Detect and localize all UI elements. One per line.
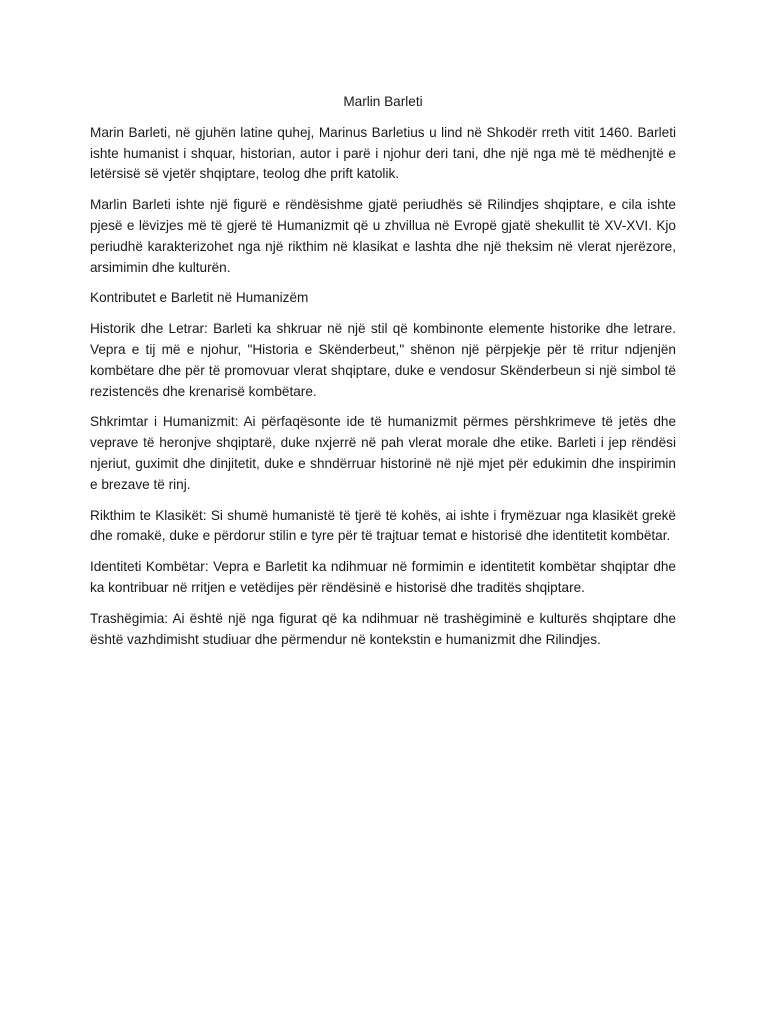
contribution-national-identity: Identiteti Kombëtar: Vepra e Barletit ka ndihmuar në formimin e identitetit kombëtar shqiptar dhe ka kontribuar në rritjen e vetëdijes për rëndësinë e historisë dhe traditës shqiptare. bbox=[90, 559, 676, 595]
context-paragraph: Marlin Barleti ishte një figurë e rëndësishme gjatë periudhës së Rilindjes shqiptare, e cila ishte pjesë e lëvizjes më të gjerë të Humanizmit që u zhvillua në Evropë gjatë shekullit të XV-XVI. Kjo periudhë karakterizohet nga një rikthim në klasikat e lashta dhe një theksim në vlerat njerëzore, arsimimin dhe kulturën. bbox=[90, 197, 676, 275]
contribution-legacy: Trashëgimia: Ai është një nga figurat që ka ndihmuar në trashëgiminë e kulturës shqiptare dhe është vazhdimisht studiuar dhe përmendur në kontekstin e humanizmit dhe Rilindjes. bbox=[90, 610, 676, 647]
contribution-return-to-classics: Rikthim te Klasikët: Si shumë humanistë të tjerë të kohës, ai ishte i frymëzuar nga klasikët grekë dhe romakë, duke e përdorur stilin e tyre për të trajtuar temat e historisë dhe identitetit kombëtar. bbox=[90, 507, 676, 544]
document-page bbox=[90, 92, 676, 660]
contribution-humanism-writer: Shkrimtar i Humanizmit: Ai përfaqësonte ide të humanizmit përmes përshkrimeve të jetës dhe veprave të heronjve shqiptarë, duke nxjerrë në pah vlerat morale dhe etike. Barleti i jep rëndësi njeriut, guximit dhe dinjitetit, duke e shndërruar historinë në një mjet për edukimin dhe inspirimin e brezave të rinj. bbox=[90, 414, 676, 492]
contribution-historic-literary: Historik dhe Letrar: Barleti ka shkruar në një stil që kombinonte elemente historike dhe letrare. Vepra e tij më e njohur, "Historia e Skënderbeut," shënon një përpjekje për të rritur ndjenjën kombëtare dhe për të promovuar vlerat shqiptare, duke e vendosur Skënderbeun si një simbol të rezistencës dhe krenarisë kombëtare. bbox=[90, 321, 676, 399]
section-heading: Kontributet e Barletit në Humanizëm bbox=[90, 290, 309, 306]
document-title: Marlin Barleti bbox=[343, 94, 423, 109]
intro-paragraph: Marin Barleti, në gjuhën latine quhej, Marinus Barletius u lind në Shkodër rreth vitit 1460. Barleti ishte humanist i shquar, historian, autor i parë i njohur deri tani, dhe një nga më të mëdhenjtë e letërsisë së vjetër shqiptare, teolog dhe prift katolik. bbox=[90, 124, 676, 182]
